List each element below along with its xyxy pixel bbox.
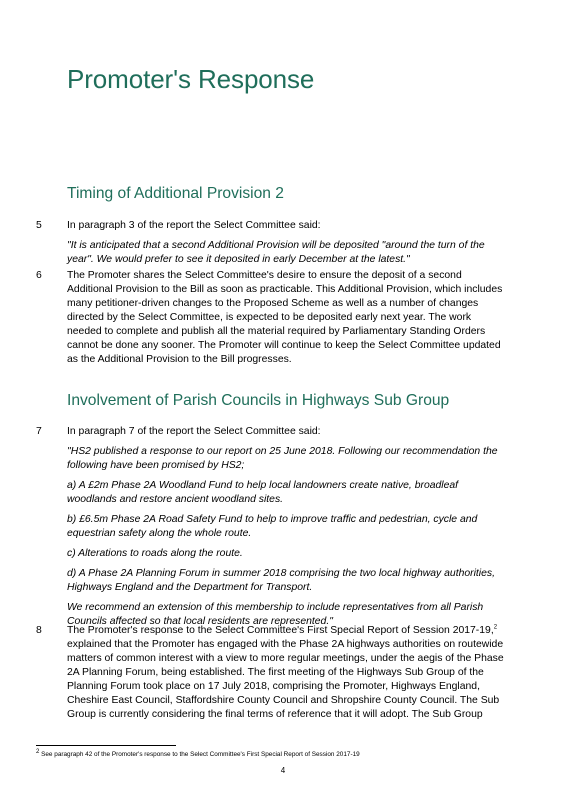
quote-text: We recommend an extension of this membership to include representatives from all Parish Councils affected so that local residents are represented."	[67, 602, 484, 627]
footnote-marker: 2	[36, 748, 40, 755]
page-number: 4	[280, 766, 286, 775]
quote-text: "It is anticipated that a second Additional Provision will be deposited "around the turn of the year". We would prefer to see it deposited in early December at the latest."	[67, 240, 485, 265]
paragraph-number: 7	[36, 426, 42, 437]
section-heading-parish-councils: Involvement of Parish Councils in Highways Sub Group	[67, 392, 450, 409]
section-heading-timing: Timing of Additional Provision 2	[67, 185, 284, 202]
paragraph-7	[67, 425, 507, 629]
paragraph-text: The Promoter's response to the Select Committee's First Special Report of Session 2017-19,	[67, 625, 494, 636]
paragraph-5	[67, 219, 507, 267]
quote-text: "HS2 published a response to our report on 25 June 2018. Following our recommendation the following have been promised by HS2;	[67, 446, 498, 471]
paragraph-6: The Promoter shares the Select Committee's desire to ensure the deposit of a second Additional Provision to the Bill as soon as practicable. This Additional Provision, which includes many petitioner-driven changes to the Proposed Scheme as well as a number of changes directed by the Select Committee, is expected to be deposited early next year. The work needed to complete and publish all the material required by Parliamentary Standing Orders cannot be done any sooner. The Promoter will continue to keep the Select Committee updated as the Additional Provision to the Bill progresses.	[67, 270, 503, 365]
quote-text: d) A Phase 2A Planning Forum in summer 2018 comprising the two local highway authorities, Highways England and the Department for Transport.	[67, 568, 495, 593]
quote-text: a) A £2m Phase 2A Woodland Fund to help local landowners create native, broadleaf woodlands and restore ancient woodland sites.	[67, 480, 459, 505]
footnote-separator	[36, 745, 176, 746]
page-title: Promoter's Response	[67, 64, 315, 94]
paragraph-text: explained that the Promoter has engaged with the Phase 2A highways authorities on routewide matters of common interest with a view to more regular meetings, under the aegis of the Phase 2A Planning Forum, being established. The first meeting of the Highways Sub Group of the Planning Forum took place on 17 July 2018, comprising the Promoter, Highways England, Cheshire East Council, Staffordshire County Council and Shropshire County Council. The Sub Group is currently considering the final terms of reference that it will adopt. The Sub Group	[67, 639, 504, 720]
quote-text: b) £6.5m Phase 2A Road Safety Fund to help to improve traffic and pedestrian, cycle and equestrian safety along the whole route.	[67, 514, 478, 539]
quote-text: c) Alterations to roads along the route.	[67, 548, 243, 559]
footnote-reference[interactable]: 2	[493, 624, 498, 631]
footnote	[36, 748, 360, 759]
footnote-text: See paragraph 42 of the Promoter's response to the Select Committee's First Special Report of Session 2017-19	[39, 751, 360, 758]
paragraph-number: 8	[36, 625, 42, 636]
paragraph-8	[67, 624, 507, 722]
paragraph-number: 5	[36, 220, 42, 231]
paragraph-text: In paragraph 7 of the report the Select Committee said:	[67, 426, 321, 437]
paragraph-number: 6	[36, 270, 42, 281]
paragraph-text: In paragraph 3 of the report the Select Committee said:	[67, 220, 321, 231]
